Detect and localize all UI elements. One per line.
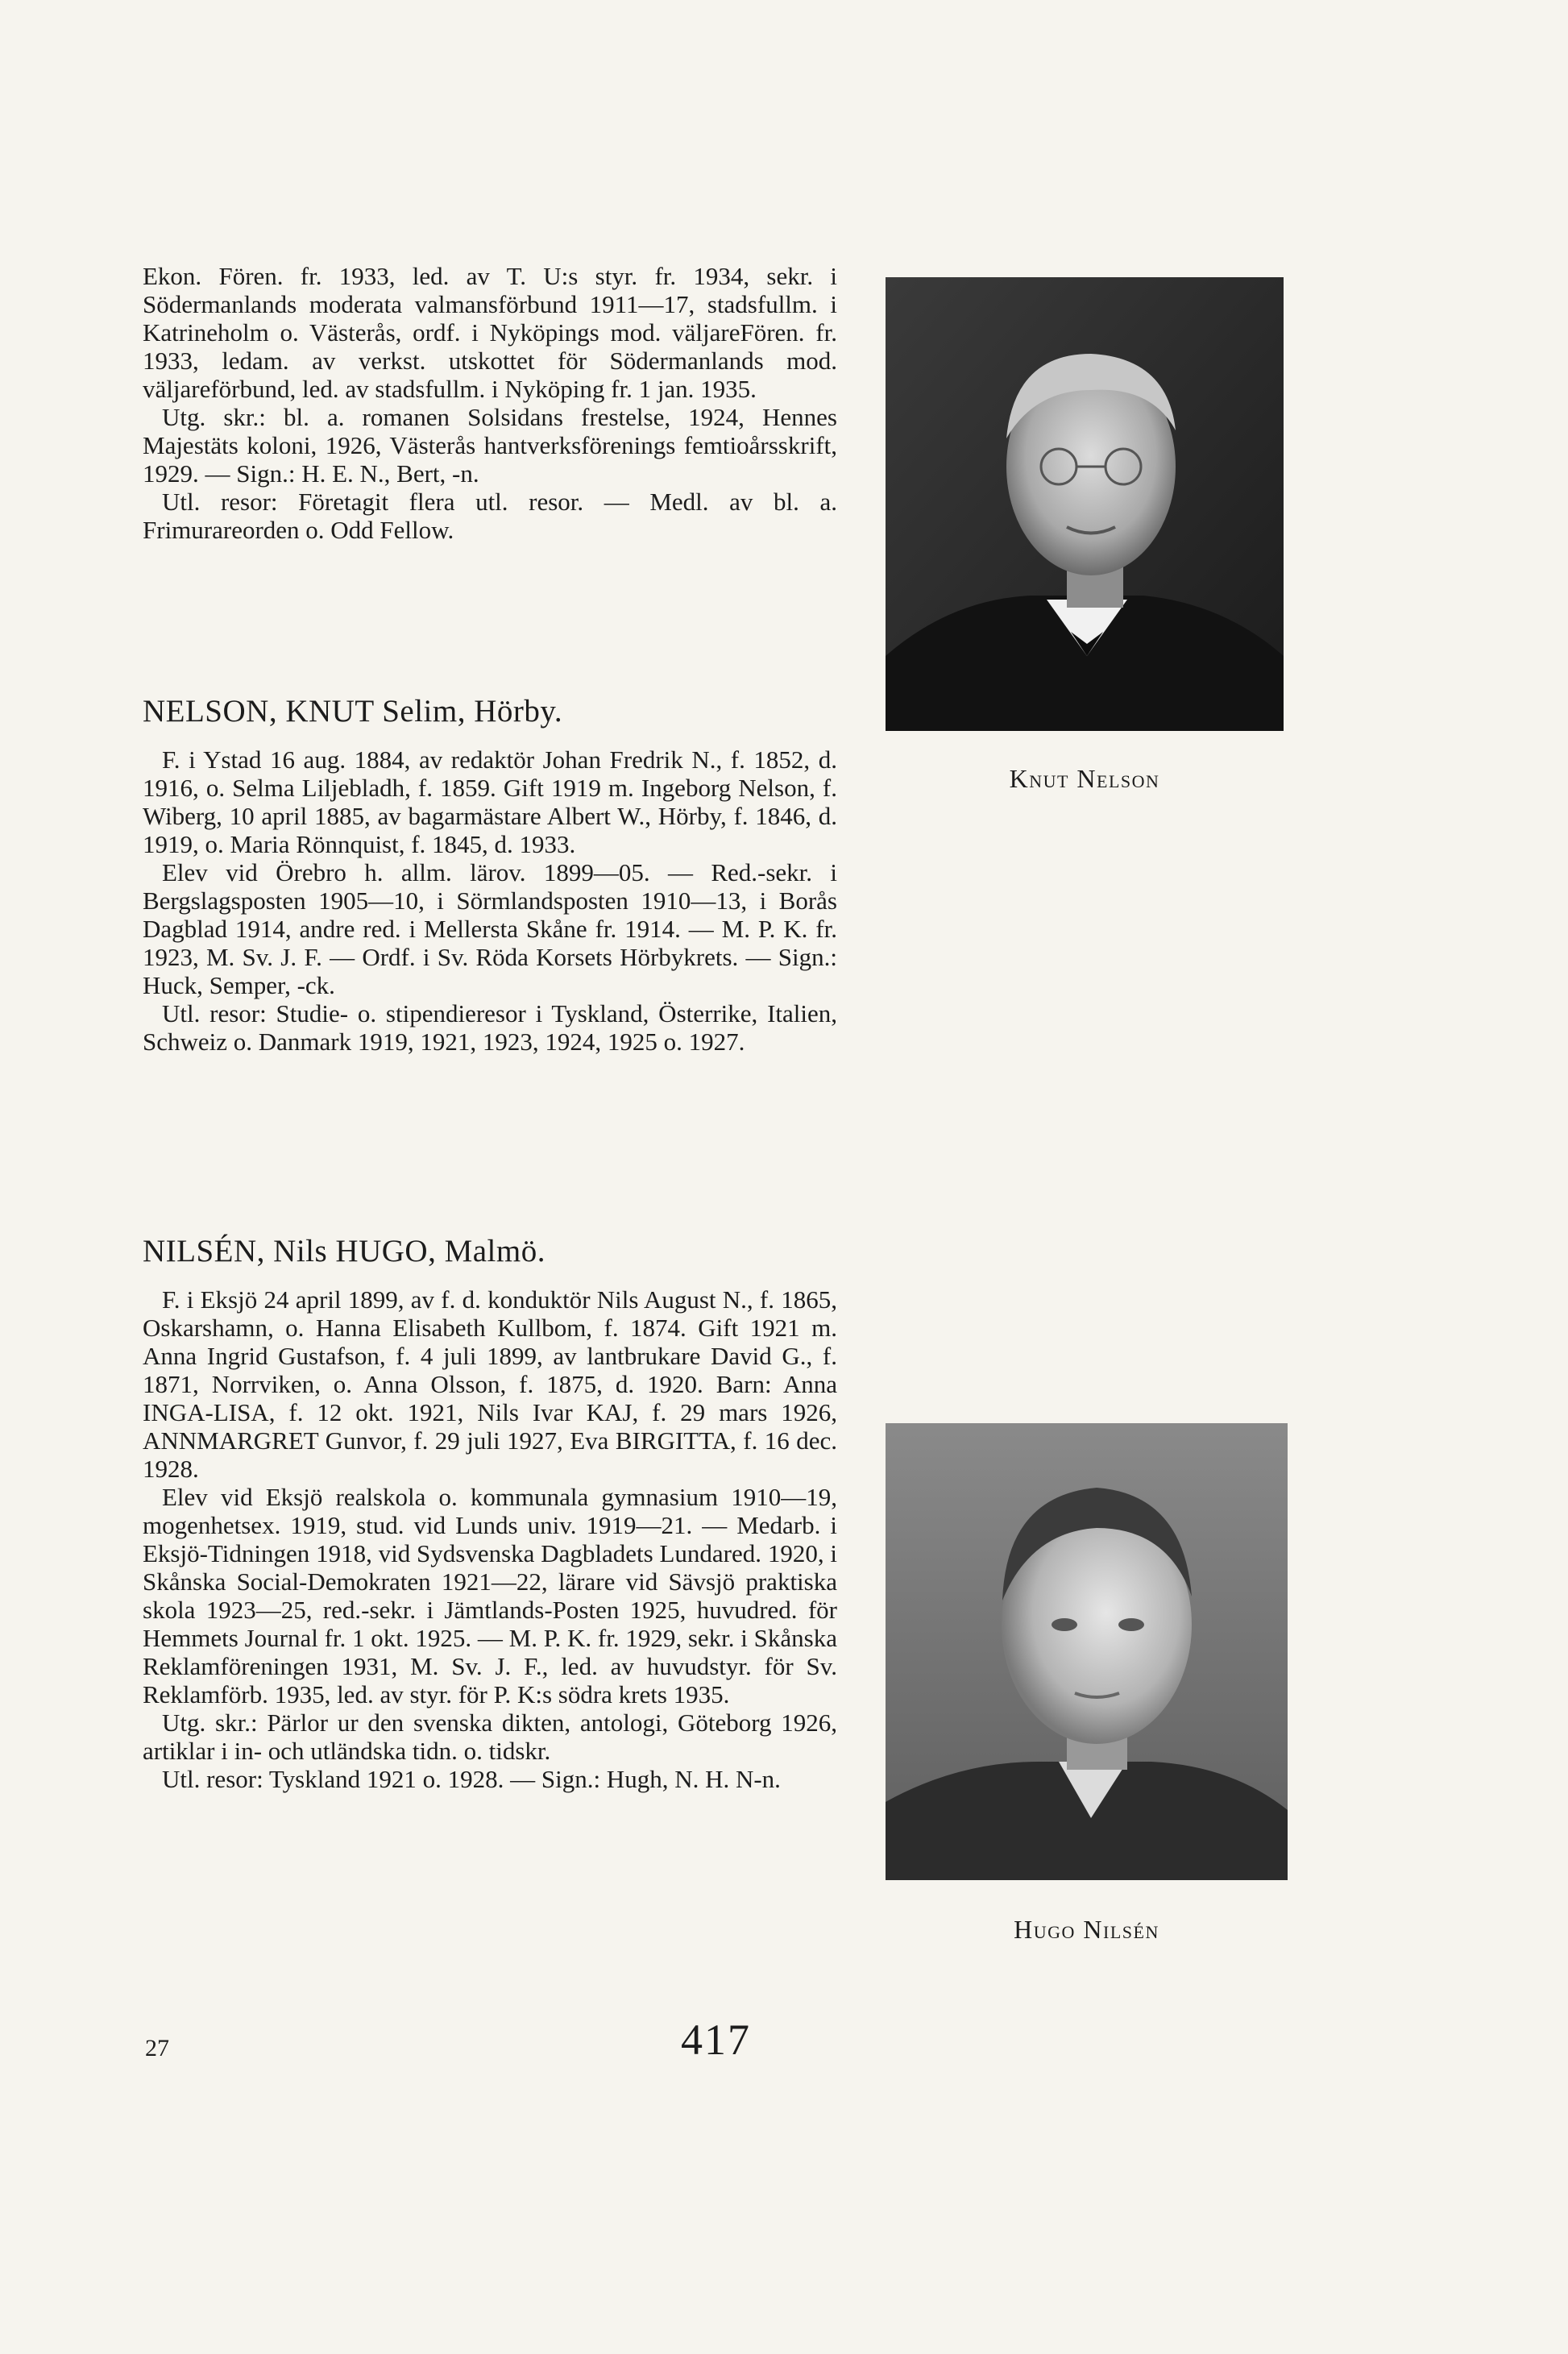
entry-top-text	[143, 262, 837, 544]
entry-nilsen-paragraph-4: Utl. resor: Tyskland 1921 o. 1928. — Sign.: Hugh, N. H. N-n.	[162, 1765, 781, 1793]
entry-nelson-text	[143, 745, 837, 1056]
portrait-knut-nelson	[886, 277, 1284, 731]
entry-nelson-paragraph-2: Elev vid Örebro h. allm. lärov. 1899—05. — Red.-sekr. i Bergslagsposten 1905—10, i Sörmlandsposten 1910—13, i Borås Dagblad 1914, andre red. i Mellersta Skåne fr. 1914. — M. P. K. fr. 1923, M. Sv. J. F. — Ordf. i Sv. Röda Korsets Hörbykrets. — Sign.: Huck, Semper, -ck.	[143, 858, 837, 999]
entry-nelson-paragraph-1: F. i Ystad 16 aug. 1884, av redaktör Johan Fredrik N., f. 1852, d. 1916, o. Selma Liljebladh, f. 1859. Gift 1919 m. Ingeborg Nelson, f. Wiberg, 10 april 1885, av bagarmästare Albert W., Hörby, f. 1846, d. 1919, o. Maria Rönnquist, f. 1845, d. 1933.	[143, 745, 837, 858]
page-number: 417	[681, 2016, 751, 2064]
caption-knut-nelson: Knut Nelson	[1009, 764, 1160, 793]
entry-nelson-heading: NELSON, KNUT Selim, Hörby.	[143, 694, 563, 729]
entry-nelson-paragraph-3: Utl. resor: Studie- o. stipendieresor i Tyskland, Österrike, Italien, Schweiz o. Danmark 1919, 1921, 1923, 1924, 1925 o. 1927.	[143, 999, 837, 1056]
portrait-hugo-nilsen	[886, 1423, 1288, 1880]
entry-top-paragraph-2: Utg. skr.: bl. a. romanen Solsidans frestelse, 1924, Hennes Majestäts koloni, 1926, Västerås hantverksförenings femtioårsskrift, 1929. — Sign.: H. E. N., Bert, -n.	[143, 403, 837, 488]
entry-nilsen-paragraph-3: Utg. skr.: Pärlor ur den svenska dikten, antologi, Göteborg 1926, artiklar i in- och utländska tidn. o. tidskr.	[143, 1708, 837, 1765]
entry-top-paragraph-1: Ekon. Fören. fr. 1933, led. av T. U:s styr. fr. 1934, sekr. i Södermanlands moderata valmansförbund 1911—17, stadsfullm. i Katrineholm o. Västerås, ordf. i Nyköpings mod. väljareFören. fr. 1933, ledam. av verkst. utskottet för Södermanlands mod. väljareförbund, led. av stadsfullm. i Nyköping fr. 1 jan. 1935.	[143, 262, 837, 403]
caption-hugo-nilsen: Hugo Nilsén	[1014, 1915, 1159, 1944]
entry-top-paragraph-3: Utl. resor: Företagit flera utl. resor. — Medl. av bl. a. Frimurareorden o. Odd Fellow.	[143, 488, 837, 544]
entry-nilsen-text	[143, 1285, 837, 1793]
entry-nilsen-paragraph-1: F. i Eksjö 24 april 1899, av f. d. konduktör Nils August N., f. 1865, Oskarshamn, o. Hanna Elisabeth Kullbom, f. 1874. Gift 1921 m. Anna Ingrid Gustafson, f. 4 juli 1899, av lantbrukare David G., f. 1871, Norrviken, o. Anna Olsson, f. 1875, d. 1920. Barn: Anna INGA-LISA, f. 12 okt. 1921, Nils Ivar KAJ, f. 29 mars 1926, ANNMARGRET Gunvor, f. 29 juli 1927, Eva BIRGITTA, f. 16 dec. 1928.	[143, 1285, 837, 1483]
entry-nilsen-heading: NILSÉN, Nils HUGO, Malmö.	[143, 1234, 545, 1268]
entry-nilsen-paragraph-2: Elev vid Eksjö realskola o. kommunala gymnasium 1910—19, mogenhetsex. 1919, stud. vid Lunds univ. 1919—21. — Medarb. i Eksjö-Tidningen 1918, vid Sydsvenska Dagbladets Lundared. 1920, i Skånska Social-Demokraten 1921—22, lärare vid Sävsjö praktiska skola 1923—25, red.-sekr. i Jämtlands-Posten 1925, huvudred. för Hemmets Journal fr. 1 okt. 1925. — M. P. K. fr. 1929, sekr. i Skånska Reklamföreningen 1931, M. Sv. J. F., led. av huvudstyr. för Sv. Reklamförb. 1935, led. av styr. för P. K:s södra krets 1935.	[143, 1483, 837, 1708]
signature-mark: 27	[145, 2035, 169, 2061]
